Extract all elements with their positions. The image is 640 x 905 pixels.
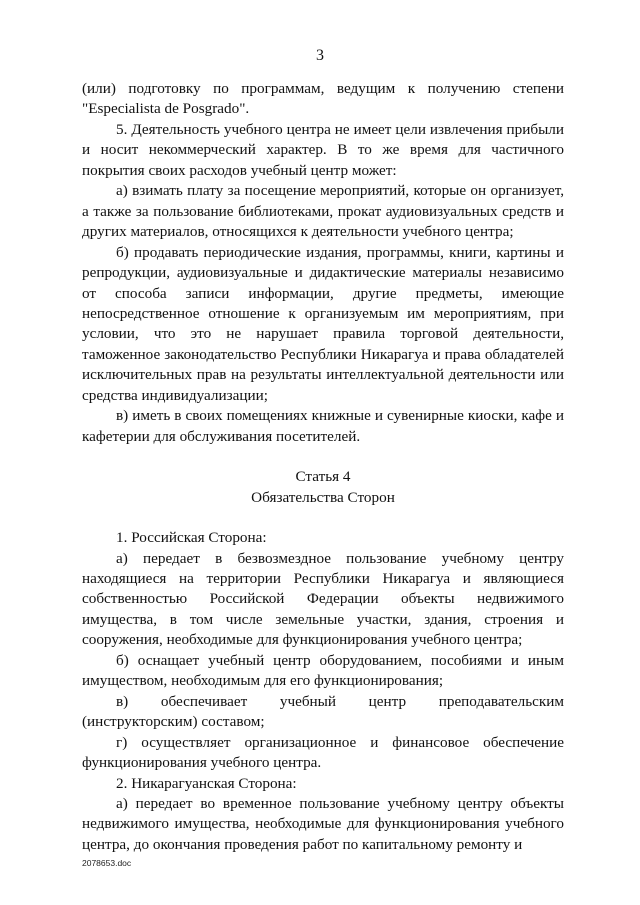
paragraph-item-1v: в) обеспечивает учебный центр преподавательским (инструкторским) составом; bbox=[82, 692, 564, 731]
paragraph-item-5a: а) взимать плату за посещение мероприятий, которые он организует, а также за пользование библиотеками, прокат аудиовизуальных средств и других материалов, относящихся к деятельности учебного центра; bbox=[82, 182, 564, 241]
paragraph-continuation: (или) подготовку по программам, ведущим к получению степени "Especialista de Posgrado". bbox=[82, 80, 564, 118]
spacer bbox=[82, 508, 564, 528]
article-number: Статья 4 bbox=[295, 468, 351, 486]
document-body bbox=[82, 79, 564, 855]
paragraph-item-2a: а) передает во временное пользование учебному центру объекты недвижимого имущества, необходимые для функционирования учебного центра, до окончания проведения работ по капитальному ремонту и bbox=[82, 794, 564, 853]
paragraph-item-5: 5. Деятельность учебного центра не имеет цели извлечения прибыли и носит некоммерческий характер. В то же время для частичного покрытия своих расходов учебный центр может: bbox=[82, 120, 564, 179]
paragraph-item-1g: г) осуществляет организационное и финансовое обеспечение функционирования учебного центра. bbox=[82, 733, 564, 772]
page-number: 3 bbox=[316, 47, 324, 64]
document-filename: 2078653.doc bbox=[82, 858, 132, 868]
paragraph-item-5b: б) продавать периодические издания, программы, книги, картины и репродукции, аудиовизуальные и дидактические материалы независимо от способа записи информации, другие предметы, имеющие непосредственное отношение к организуемым им мероприятиям, при условии, что это не нарушает правила торговой деятельности, таможенное законодательство Республики Никарагуа и права обладателей исключительных прав на результаты интеллектуальной деятельности или средства индивидуализации; bbox=[82, 243, 564, 404]
spacer bbox=[82, 447, 564, 467]
paragraph-nicaraguan-side: 2. Никарагуанская Сторона: bbox=[116, 774, 297, 792]
paragraph-item-1a: а) передает в безвозмездное пользование учебному центру находящиеся на территории Республики Никарагуа и являющиеся собственностью Российской Федерации объекты недвижимого имущества, в том числе земельные участки, здания, строения и сооружения, необходимые для функционирования учебного центра; bbox=[82, 549, 564, 649]
article-title: Обязательства Сторон bbox=[251, 488, 395, 506]
paragraph-item-5v: в) иметь в своих помещениях книжные и сувенирные киоски, кафе и кафетерии для обслуживания посетителей. bbox=[82, 407, 564, 445]
paragraph-item-1b: б) оснащает учебный центр оборудованием, пособиями и иным имуществом, необходимым для его функционирования; bbox=[82, 651, 564, 690]
paragraph-russian-side: 1. Российская Сторона: bbox=[116, 529, 267, 547]
